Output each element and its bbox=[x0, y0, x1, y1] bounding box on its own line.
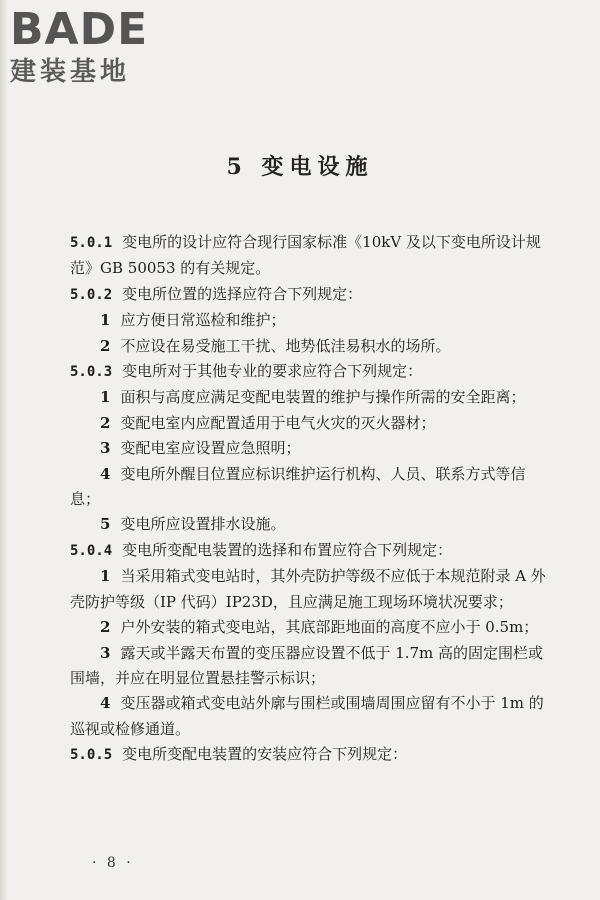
clause-text: 变电所位置的选择应符合下列规定： bbox=[122, 284, 363, 303]
item-number: 4 bbox=[100, 464, 111, 483]
clause-number: 5.0.4 bbox=[70, 542, 113, 559]
clause-text: 变电所变配电装置的选择和布置应符合下列规定： bbox=[122, 540, 453, 559]
item-number: 2 bbox=[100, 618, 111, 637]
clause-5-0-3 bbox=[70, 359, 548, 385]
list-item bbox=[70, 641, 548, 692]
item-number: 1 bbox=[100, 388, 111, 407]
item-number: 1 bbox=[100, 567, 111, 586]
clause-number: 5.0.2 bbox=[70, 286, 113, 303]
item-text: 不应设在易受施工干扰、地势低洼易积水的场所。 bbox=[120, 336, 451, 355]
item-text: 户外安装的箱式变电站，其底部距地面的高度不应小于 0.5m； bbox=[120, 618, 539, 637]
logo-subtitle: 建装基地 bbox=[10, 57, 131, 87]
item-number: 2 bbox=[100, 336, 111, 355]
clause-text: 变电所对于其他专业的要求应符合下列规定： bbox=[122, 362, 423, 381]
section-title: 5 变电设施 bbox=[226, 154, 374, 180]
list-item bbox=[70, 615, 548, 640]
item-number: 3 bbox=[100, 643, 111, 662]
clause-5-0-5 bbox=[70, 742, 548, 768]
clause-5-0-1 bbox=[70, 230, 548, 282]
item-text: 变电所外醒目位置应标识维护运行机构、人员、联系方式等信息； bbox=[70, 464, 526, 509]
item-number: 2 bbox=[100, 413, 111, 432]
item-text: 变配电室应设置应急照明； bbox=[120, 439, 301, 458]
item-number: 3 bbox=[100, 439, 111, 458]
list-item bbox=[70, 385, 548, 410]
clause-text: 变电所变配电装置的安装应符合下列规定： bbox=[122, 745, 408, 764]
list-item bbox=[70, 411, 548, 436]
item-text: 变配电室内应配置适用于电气火灾的灭火器材； bbox=[120, 413, 436, 432]
clause-text: 变电所的设计应符合现行国家标准《10kV 及以下变电所设计规范》GB 50053 的有关规定。 bbox=[70, 233, 541, 278]
list-item bbox=[70, 462, 548, 513]
item-text: 变电所应设置排水设施。 bbox=[120, 515, 286, 534]
item-number: 4 bbox=[100, 694, 111, 713]
item-number: 1 bbox=[100, 311, 111, 330]
list-item bbox=[70, 512, 548, 537]
item-text: 应方便日常巡检和维护； bbox=[120, 311, 286, 330]
list-item bbox=[70, 691, 548, 742]
clause-number: 5.0.3 bbox=[70, 364, 113, 381]
list-item bbox=[70, 564, 548, 615]
item-text: 当采用箱式变电站时，其外壳防护等级不应低于本规范附录 A 外壳防护等级（IP 代码）IP23D，且应满足施工现场环境状况要求； bbox=[70, 567, 546, 611]
document-body bbox=[70, 230, 548, 769]
page-number: · 8 · bbox=[92, 855, 134, 871]
item-text: 面积与高度应满足变配电装置的维护与操作所需的安全距离； bbox=[120, 388, 526, 407]
item-text: 变压器或箱式变电站外廓与围栏或围墙周围应留有不小于 1m 的巡视或检修通道。 bbox=[70, 694, 544, 738]
clause-number: 5.0.1 bbox=[70, 235, 113, 251]
logo-mark: BADE bbox=[10, 4, 149, 55]
clause-5-0-4 bbox=[70, 538, 548, 564]
item-text: 露天或半露天布置的变压器应设置不低于 1.7m 高的固定围栏或围墙，并应在明显位置悬挂警示标识； bbox=[70, 643, 544, 687]
item-number: 5 bbox=[100, 515, 111, 534]
scan-edge bbox=[0, 0, 8, 900]
site-logo bbox=[10, 6, 180, 88]
list-item bbox=[70, 334, 548, 359]
clause-number: 5.0.5 bbox=[70, 747, 113, 764]
list-item bbox=[70, 308, 548, 333]
clause-5-0-2 bbox=[70, 282, 548, 308]
list-item bbox=[70, 436, 548, 461]
